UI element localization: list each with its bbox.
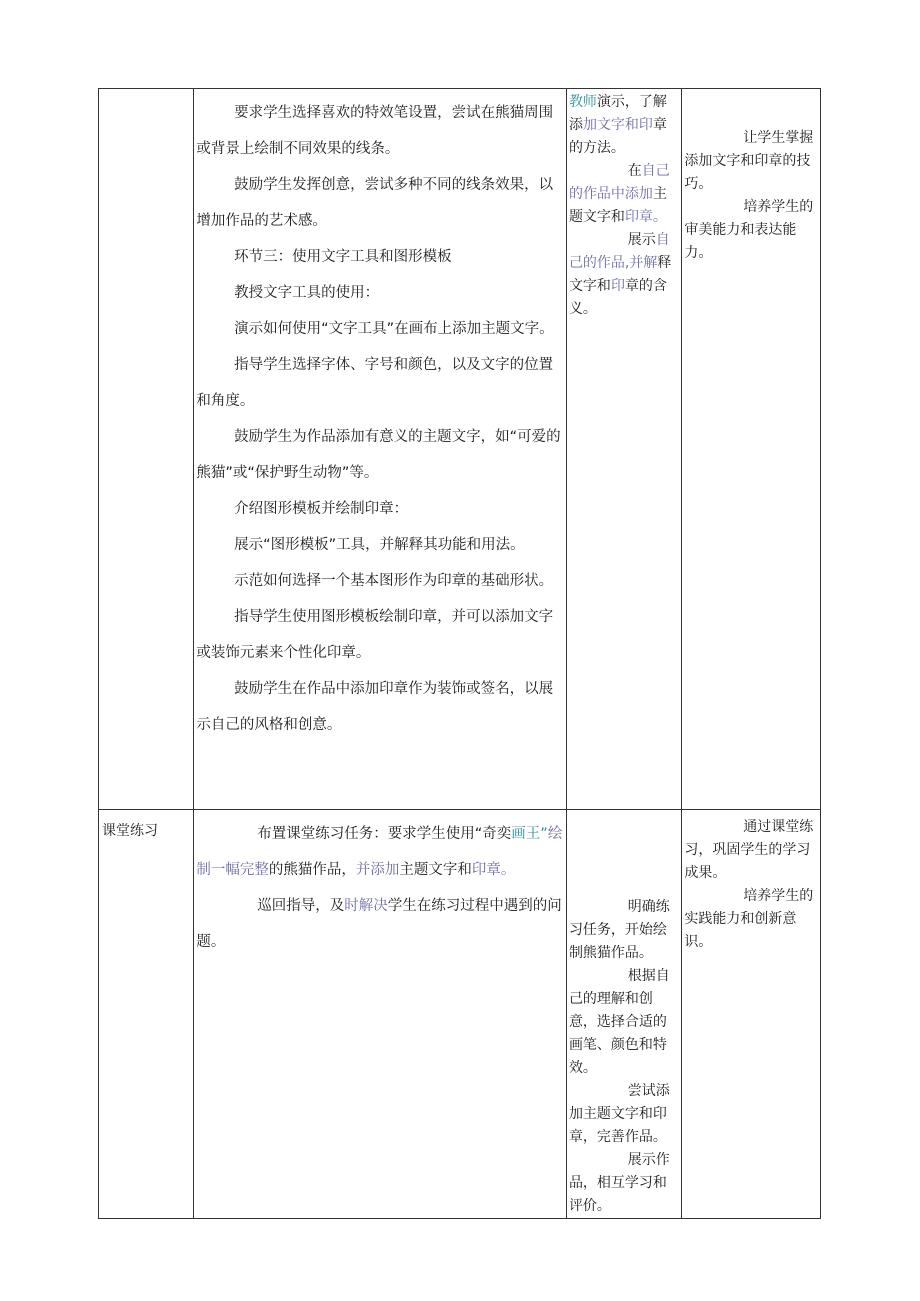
student-activity-cell [566, 89, 681, 810]
stage-label [99, 89, 193, 99]
design-purpose-cell [682, 89, 821, 810]
activity-paragraph: 巡回指导，及时解决学生在练习过程中遇到的问题。 [196, 898, 562, 950]
activity-paragraph: 鼓励学生为作品添加有意义的主题文字，如“可爱的熊猫”或“保护野生动物”等。 [196, 429, 561, 481]
activity-paragraph: 指导学生选择字体、字号和颜色，以及文字的位置和角度。 [196, 357, 554, 409]
purpose-paragraph: 培养学生的实践能力和创新意识。 [684, 888, 814, 950]
activity-paragraph: 鼓励学生在作品中添加印章作为装饰或签名，以展示自己的风格和创意。 [196, 681, 554, 733]
activity-heading: 环节三：使用文字工具和图形模板 [234, 249, 452, 265]
activity-paragraph: 指导学生使用图形模板绘制印章，并可以添加文字或装饰元素来个性化印章。 [196, 609, 554, 661]
activity-paragraph: 鼓励学生发挥创意，尝试多种不同的线条效果，以增加作品的艺术感。 [196, 177, 554, 229]
student-paragraph: 展示作品，相互学习和评价。 [568, 1152, 670, 1214]
student-paragraph: 展示自己的作品,并解释文字和印章的含义。 [568, 232, 672, 317]
student-paragraph: 根据自己的理解和创意，选择合适的画笔、颜色和特效。 [568, 968, 670, 1076]
stage-label: 课堂练习 [102, 823, 158, 839]
student-paragraph: 在自己的作品中添加主题文字和印章。 [568, 163, 670, 225]
activity-paragraph: 介绍图形模板并绘制印章： [234, 501, 409, 517]
student-paragraph: 明确练习任务，开始绘制熊猫作品。 [568, 899, 670, 961]
table-row [99, 810, 821, 1219]
student-activity-cell [566, 810, 681, 1219]
table-row [99, 89, 821, 810]
teacher-activity-cell [194, 89, 567, 810]
purpose-paragraph: 通过课堂练习，巩固学生的学习成果。 [684, 819, 814, 881]
purpose-paragraph: 培养学生的审美能力和表达能力。 [684, 199, 814, 261]
student-paragraph: 教师演示，了解添加文字和印章的方法。 [568, 94, 667, 156]
activity-paragraph: 教授文字工具的使用： [234, 285, 380, 301]
activity-paragraph: 布置课堂练习任务：要求学生使用“奇奕画王”绘制一幅完整的熊猫作品，并添加主题文字和印章。 [196, 826, 563, 878]
purpose-paragraph: 让学生掌握添加文字和印章的技巧。 [684, 130, 814, 192]
teacher-activity-cell [194, 810, 567, 1219]
activity-paragraph: 示范如何选择一个基本图形作为印章的基础形状。 [234, 573, 554, 589]
stage-label-cell [99, 810, 194, 1219]
lesson-plan-table [98, 88, 821, 1219]
activity-paragraph: 演示如何使用“文字工具”在画布上添加主题文字。 [234, 321, 554, 337]
stage-label-cell [99, 89, 194, 810]
activity-paragraph: 要求学生选择喜欢的特效笔设置，尝试在熊猫周围或背景上绘制不同效果的线条。 [196, 105, 554, 157]
student-paragraph: 尝试添加主题文字和印章，完善作品。 [568, 1083, 670, 1145]
design-purpose-cell [682, 810, 821, 1219]
activity-paragraph: 展示“图形模板”工具，并解释其功能和用法。 [234, 537, 525, 553]
